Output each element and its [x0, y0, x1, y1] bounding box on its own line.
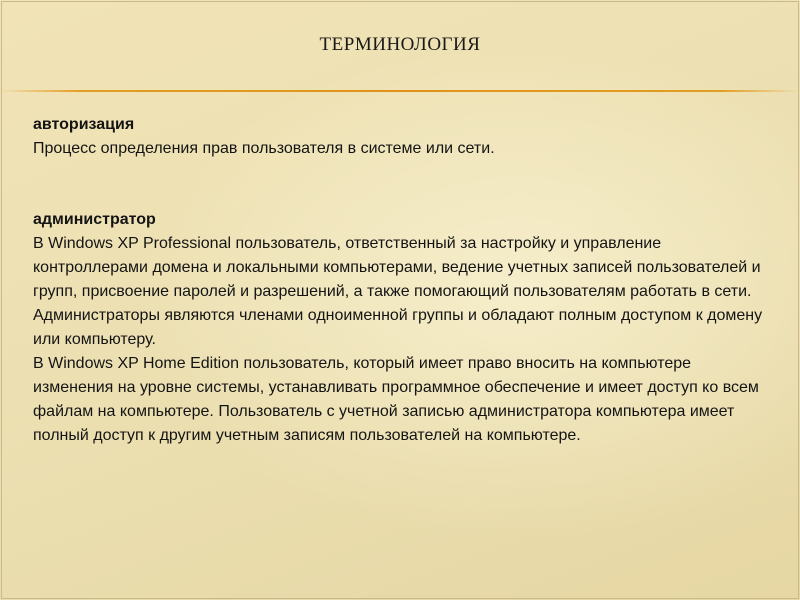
- terms-list: [33, 113, 763, 448]
- term-heading: авторизация: [33, 116, 135, 133]
- slide-title: ТЕРМИНОЛОГИЯ: [319, 34, 481, 55]
- term-definition: В Windows XP Professional пользователь, ответственный за настройку и управление контроллерами домена и локальными компьютерами, ведение учетных записей пользователей и групп, присвоение паролей и разрешений, а также помогающий пользователям работать в сети. Администраторы являются членами одноименной группы и обладают полным доступом к домену или компьютеру.: [33, 235, 763, 348]
- term-entry-administrator: [33, 208, 763, 448]
- term-entry-authorization: [33, 113, 763, 161]
- title-divider: [0, 90, 800, 92]
- term-definition: В Windows XP Home Edition пользователь, который имеет право вносить на компьютере изменения на уровне системы, устанавливать программное обеспечение и имеет доступ ко всем файлам на компьютере. Пользователь с учетной записью администратора компьютера имеет полный доступ к другим учетным записям пользователей на компьютере.: [33, 355, 759, 444]
- term-definition: Процесс определения прав пользователя в системе или сети.: [33, 140, 495, 157]
- term-heading: администратор: [33, 211, 156, 228]
- spacer: [33, 161, 763, 208]
